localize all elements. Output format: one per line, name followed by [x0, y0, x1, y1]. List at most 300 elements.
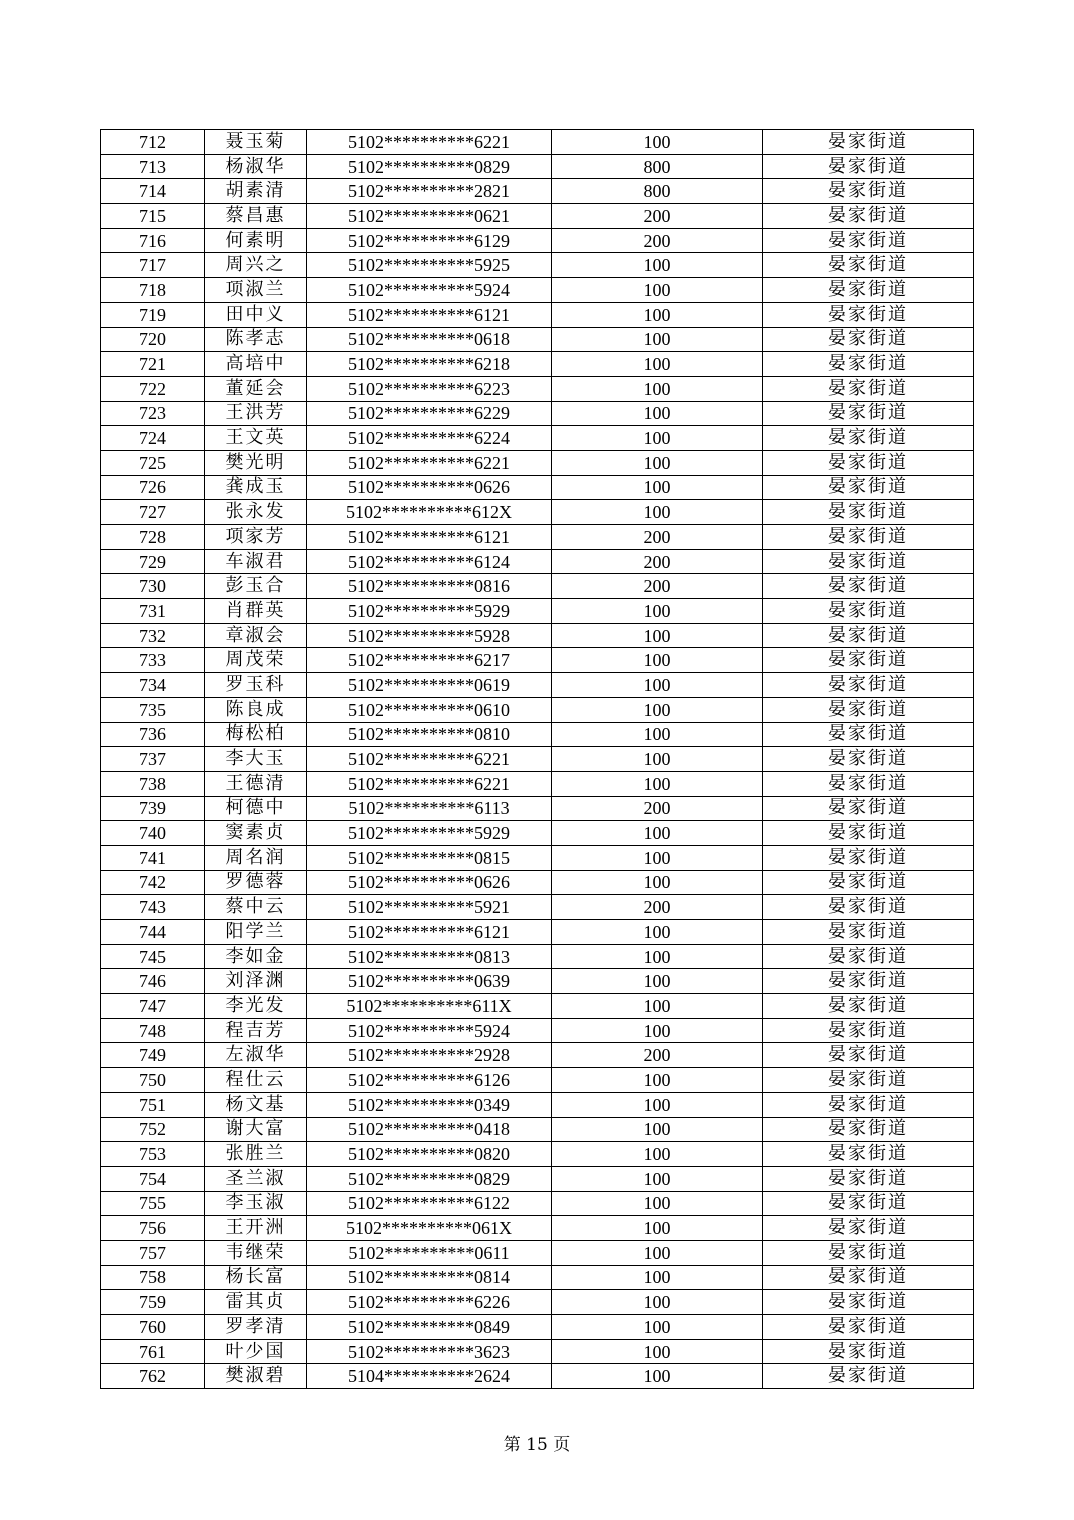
row-number-cell: 733 [101, 648, 205, 673]
amount-cell: 100 [552, 1339, 763, 1364]
id-number-cell: 5102**********6224 [307, 426, 552, 451]
amount-cell: 100 [552, 130, 763, 155]
street-cell: 晏家街道 [763, 920, 974, 945]
amount-cell: 100 [552, 1216, 763, 1241]
row-number-cell: 716 [101, 228, 205, 253]
id-number-cell: 5102**********2928 [307, 1043, 552, 1068]
name-cell: 周茂荣 [205, 648, 307, 673]
name-cell: 胡素清 [205, 179, 307, 204]
street-cell: 晏家街道 [763, 1290, 974, 1315]
name-cell: 周名润 [205, 845, 307, 870]
street-cell: 晏家街道 [763, 697, 974, 722]
table-row [101, 722, 974, 747]
row-number-cell: 729 [101, 549, 205, 574]
amount-cell: 100 [552, 1166, 763, 1191]
id-number-cell: 5102**********3623 [307, 1339, 552, 1364]
id-number-cell: 5102**********0418 [307, 1117, 552, 1142]
street-cell: 晏家街道 [763, 722, 974, 747]
id-number-cell: 5102**********0610 [307, 697, 552, 722]
table-row [101, 450, 974, 475]
amount-cell: 100 [552, 944, 763, 969]
id-number-cell: 5102**********0814 [307, 1265, 552, 1290]
amount-cell: 100 [552, 870, 763, 895]
amount-cell: 100 [552, 1265, 763, 1290]
table-row [101, 475, 974, 500]
name-cell: 阳学兰 [205, 920, 307, 945]
id-number-cell: 5104**********2624 [307, 1364, 552, 1389]
amount-cell: 200 [552, 228, 763, 253]
amount-cell: 100 [552, 1364, 763, 1389]
amount-cell: 100 [552, 327, 763, 352]
table-row [101, 994, 974, 1019]
street-cell: 晏家街道 [763, 278, 974, 303]
street-cell: 晏家街道 [763, 130, 974, 155]
name-cell: 程仕云 [205, 1068, 307, 1093]
id-number-cell: 5102**********5924 [307, 278, 552, 303]
amount-cell: 100 [552, 821, 763, 846]
table-row [101, 1240, 974, 1265]
street-cell: 晏家街道 [763, 1166, 974, 1191]
name-cell: 董延会 [205, 376, 307, 401]
name-cell: 聂玉菊 [205, 130, 307, 155]
table-row [101, 1166, 974, 1191]
street-cell: 晏家街道 [763, 1240, 974, 1265]
id-number-cell: 5102**********0816 [307, 574, 552, 599]
id-number-cell: 5102**********612X [307, 500, 552, 525]
id-number-cell: 5102**********6121 [307, 920, 552, 945]
street-cell: 晏家街道 [763, 771, 974, 796]
amount-cell: 100 [552, 1117, 763, 1142]
name-cell: 杨淑华 [205, 154, 307, 179]
name-cell: 彭玉合 [205, 574, 307, 599]
name-cell: 梅松柏 [205, 722, 307, 747]
name-cell: 李玉淑 [205, 1191, 307, 1216]
name-cell: 陈孝志 [205, 327, 307, 352]
amount-cell: 100 [552, 1142, 763, 1167]
street-cell: 晏家街道 [763, 327, 974, 352]
amount-cell: 100 [552, 623, 763, 648]
table-row [101, 1290, 974, 1315]
id-number-cell: 5102**********5929 [307, 599, 552, 624]
row-number-cell: 751 [101, 1092, 205, 1117]
id-number-cell: 5102**********0820 [307, 1142, 552, 1167]
table-row [101, 500, 974, 525]
table-row [101, 1068, 974, 1093]
id-number-cell: 5102**********0815 [307, 845, 552, 870]
table-row [101, 426, 974, 451]
name-cell: 章淑会 [205, 623, 307, 648]
id-number-cell: 5102**********6221 [307, 450, 552, 475]
row-number-cell: 762 [101, 1364, 205, 1389]
amount-cell: 100 [552, 450, 763, 475]
id-number-cell: 5102**********6226 [307, 1290, 552, 1315]
amount-cell: 200 [552, 574, 763, 599]
table-row [101, 969, 974, 994]
table-row [101, 747, 974, 772]
amount-cell: 200 [552, 796, 763, 821]
name-cell: 高培中 [205, 352, 307, 377]
row-number-cell: 743 [101, 895, 205, 920]
id-number-cell: 5102**********5925 [307, 253, 552, 278]
row-number-cell: 723 [101, 401, 205, 426]
table-row [101, 574, 974, 599]
street-cell: 晏家街道 [763, 1043, 974, 1068]
name-cell: 王开洲 [205, 1216, 307, 1241]
street-cell: 晏家街道 [763, 623, 974, 648]
table-row [101, 920, 974, 945]
street-cell: 晏家街道 [763, 944, 974, 969]
row-number-cell: 717 [101, 253, 205, 278]
name-cell: 车淑君 [205, 549, 307, 574]
amount-cell: 100 [552, 722, 763, 747]
name-cell: 肖群英 [205, 599, 307, 624]
amount-cell: 100 [552, 302, 763, 327]
row-number-cell: 758 [101, 1265, 205, 1290]
row-number-cell: 736 [101, 722, 205, 747]
amount-cell: 100 [552, 994, 763, 1019]
amount-cell: 800 [552, 179, 763, 204]
row-number-cell: 747 [101, 994, 205, 1019]
id-number-cell: 5102**********5929 [307, 821, 552, 846]
id-number-cell: 5102**********6221 [307, 747, 552, 772]
row-number-cell: 713 [101, 154, 205, 179]
row-number-cell: 754 [101, 1166, 205, 1191]
table-row [101, 376, 974, 401]
id-number-cell: 5102**********0618 [307, 327, 552, 352]
amount-cell: 100 [552, 1315, 763, 1340]
name-cell: 刘泽渊 [205, 969, 307, 994]
amount-cell: 100 [552, 697, 763, 722]
name-cell: 李光发 [205, 994, 307, 1019]
table-row [101, 204, 974, 229]
name-cell: 王洪芳 [205, 401, 307, 426]
id-number-cell: 5102**********6221 [307, 771, 552, 796]
table-row [101, 599, 974, 624]
id-number-cell: 5102**********5924 [307, 1018, 552, 1043]
name-cell: 圣兰淑 [205, 1166, 307, 1191]
name-cell: 蔡昌惠 [205, 204, 307, 229]
table-row [101, 179, 974, 204]
amount-cell: 100 [552, 1068, 763, 1093]
amount-cell: 100 [552, 352, 763, 377]
name-cell: 罗孝清 [205, 1315, 307, 1340]
name-cell: 龚成玉 [205, 475, 307, 500]
row-number-cell: 731 [101, 599, 205, 624]
id-number-cell: 5102**********6129 [307, 228, 552, 253]
name-cell: 张胜兰 [205, 1142, 307, 1167]
table-row [101, 845, 974, 870]
table-row [101, 253, 974, 278]
street-cell: 晏家街道 [763, 673, 974, 698]
table-row [101, 648, 974, 673]
street-cell: 晏家街道 [763, 1018, 974, 1043]
table-row [101, 401, 974, 426]
table-row [101, 1339, 974, 1364]
street-cell: 晏家街道 [763, 1068, 974, 1093]
table-row [101, 623, 974, 648]
name-cell: 杨长富 [205, 1265, 307, 1290]
row-number-cell: 712 [101, 130, 205, 155]
amount-cell: 100 [552, 673, 763, 698]
street-cell: 晏家街道 [763, 500, 974, 525]
row-number-cell: 761 [101, 1339, 205, 1364]
amount-cell: 100 [552, 648, 763, 673]
amount-cell: 100 [552, 253, 763, 278]
name-cell: 何素明 [205, 228, 307, 253]
name-cell: 樊光明 [205, 450, 307, 475]
row-number-cell: 744 [101, 920, 205, 945]
row-number-cell: 739 [101, 796, 205, 821]
amount-cell: 100 [552, 500, 763, 525]
id-number-cell: 5102**********6126 [307, 1068, 552, 1093]
street-cell: 晏家街道 [763, 549, 974, 574]
id-number-cell: 5102**********0611 [307, 1240, 552, 1265]
amount-cell: 800 [552, 154, 763, 179]
id-number-cell: 5102**********061X [307, 1216, 552, 1241]
amount-cell: 200 [552, 525, 763, 550]
table-row [101, 1142, 974, 1167]
name-cell: 雷其贞 [205, 1290, 307, 1315]
street-cell: 晏家街道 [763, 426, 974, 451]
row-number-cell: 735 [101, 697, 205, 722]
id-number-cell: 5102**********0349 [307, 1092, 552, 1117]
id-number-cell: 5102**********6121 [307, 525, 552, 550]
table-row [101, 1092, 974, 1117]
amount-cell: 200 [552, 1043, 763, 1068]
id-number-cell: 5102**********5928 [307, 623, 552, 648]
street-cell: 晏家街道 [763, 352, 974, 377]
street-cell: 晏家街道 [763, 1265, 974, 1290]
table-row [101, 130, 974, 155]
table-row [101, 154, 974, 179]
street-cell: 晏家街道 [763, 204, 974, 229]
street-cell: 晏家街道 [763, 253, 974, 278]
row-number-cell: 719 [101, 302, 205, 327]
table-row [101, 549, 974, 574]
row-number-cell: 737 [101, 747, 205, 772]
street-cell: 晏家街道 [763, 599, 974, 624]
row-number-cell: 742 [101, 870, 205, 895]
street-cell: 晏家街道 [763, 1216, 974, 1241]
id-number-cell: 5102**********6223 [307, 376, 552, 401]
row-number-cell: 755 [101, 1191, 205, 1216]
amount-cell: 200 [552, 204, 763, 229]
row-number-cell: 738 [101, 771, 205, 796]
row-number-cell: 746 [101, 969, 205, 994]
table-body [101, 130, 974, 1389]
street-cell: 晏家街道 [763, 1364, 974, 1389]
street-cell: 晏家街道 [763, 845, 974, 870]
table-row [101, 771, 974, 796]
id-number-cell: 5102**********0619 [307, 673, 552, 698]
name-cell: 项淑兰 [205, 278, 307, 303]
row-number-cell: 732 [101, 623, 205, 648]
id-number-cell: 5102**********6122 [307, 1191, 552, 1216]
street-cell: 晏家街道 [763, 821, 974, 846]
table-row [101, 327, 974, 352]
id-number-cell: 5102**********0849 [307, 1315, 552, 1340]
table-row [101, 1117, 974, 1142]
name-cell: 项家芳 [205, 525, 307, 550]
amount-cell: 100 [552, 475, 763, 500]
street-cell: 晏家街道 [763, 574, 974, 599]
street-cell: 晏家街道 [763, 1092, 974, 1117]
street-cell: 晏家街道 [763, 870, 974, 895]
row-number-cell: 724 [101, 426, 205, 451]
table-row [101, 870, 974, 895]
name-cell: 王德清 [205, 771, 307, 796]
row-number-cell: 718 [101, 278, 205, 303]
row-number-cell: 728 [101, 525, 205, 550]
row-number-cell: 721 [101, 352, 205, 377]
name-cell: 柯德中 [205, 796, 307, 821]
name-cell: 韦继荣 [205, 1240, 307, 1265]
amount-cell: 100 [552, 1240, 763, 1265]
row-number-cell: 759 [101, 1290, 205, 1315]
amount-cell: 100 [552, 426, 763, 451]
street-cell: 晏家街道 [763, 1142, 974, 1167]
id-number-cell: 5102**********2821 [307, 179, 552, 204]
row-number-cell: 726 [101, 475, 205, 500]
page-number: 第 15 页 [503, 1435, 571, 1455]
row-number-cell: 722 [101, 376, 205, 401]
row-number-cell: 734 [101, 673, 205, 698]
id-number-cell: 5102**********0829 [307, 154, 552, 179]
row-number-cell: 730 [101, 574, 205, 599]
street-cell: 晏家街道 [763, 1315, 974, 1340]
table-row [101, 895, 974, 920]
data-table [100, 129, 974, 1389]
amount-cell: 100 [552, 771, 763, 796]
row-number-cell: 752 [101, 1117, 205, 1142]
id-number-cell: 5102**********0621 [307, 204, 552, 229]
id-number-cell: 5102**********6229 [307, 401, 552, 426]
row-number-cell: 741 [101, 845, 205, 870]
street-cell: 晏家街道 [763, 179, 974, 204]
name-cell: 左淑华 [205, 1043, 307, 1068]
name-cell: 窦素贞 [205, 821, 307, 846]
name-cell: 罗德蓉 [205, 870, 307, 895]
name-cell: 周兴之 [205, 253, 307, 278]
street-cell: 晏家街道 [763, 895, 974, 920]
table-row [101, 302, 974, 327]
street-cell: 晏家街道 [763, 475, 974, 500]
name-cell: 樊淑碧 [205, 1364, 307, 1389]
table-row [101, 944, 974, 969]
amount-cell: 100 [552, 845, 763, 870]
id-number-cell: 5102**********5921 [307, 895, 552, 920]
row-number-cell: 756 [101, 1216, 205, 1241]
row-number-cell: 760 [101, 1315, 205, 1340]
street-cell: 晏家街道 [763, 994, 974, 1019]
amount-cell: 100 [552, 599, 763, 624]
row-number-cell: 749 [101, 1043, 205, 1068]
id-number-cell: 5102**********6217 [307, 648, 552, 673]
id-number-cell: 5102**********6218 [307, 352, 552, 377]
id-number-cell: 5102**********6124 [307, 549, 552, 574]
table-row [101, 1216, 974, 1241]
row-number-cell: 727 [101, 500, 205, 525]
name-cell: 陈良成 [205, 697, 307, 722]
amount-cell: 100 [552, 1191, 763, 1216]
street-cell: 晏家街道 [763, 154, 974, 179]
street-cell: 晏家街道 [763, 525, 974, 550]
name-cell: 蔡中云 [205, 895, 307, 920]
table-row [101, 1018, 974, 1043]
table-row [101, 697, 974, 722]
id-number-cell: 5102**********0810 [307, 722, 552, 747]
table-row [101, 1265, 974, 1290]
street-cell: 晏家街道 [763, 302, 974, 327]
id-number-cell: 5102**********0829 [307, 1166, 552, 1191]
id-number-cell: 5102**********6113 [307, 796, 552, 821]
row-number-cell: 740 [101, 821, 205, 846]
table-row [101, 1364, 974, 1389]
table-row [101, 525, 974, 550]
street-cell: 晏家街道 [763, 1339, 974, 1364]
id-number-cell: 5102**********0626 [307, 475, 552, 500]
table-row [101, 1043, 974, 1068]
amount-cell: 100 [552, 969, 763, 994]
amount-cell: 100 [552, 278, 763, 303]
id-number-cell: 5102**********0626 [307, 870, 552, 895]
street-cell: 晏家街道 [763, 648, 974, 673]
row-number-cell: 720 [101, 327, 205, 352]
street-cell: 晏家街道 [763, 1191, 974, 1216]
table-row [101, 796, 974, 821]
street-cell: 晏家街道 [763, 376, 974, 401]
name-cell: 罗玉科 [205, 673, 307, 698]
name-cell: 谢大富 [205, 1117, 307, 1142]
amount-cell: 200 [552, 549, 763, 574]
row-number-cell: 715 [101, 204, 205, 229]
id-number-cell: 5102**********0639 [307, 969, 552, 994]
table-row [101, 228, 974, 253]
amount-cell: 100 [552, 747, 763, 772]
street-cell: 晏家街道 [763, 450, 974, 475]
table-row [101, 352, 974, 377]
id-number-cell: 5102**********0813 [307, 944, 552, 969]
row-number-cell: 753 [101, 1142, 205, 1167]
row-number-cell: 750 [101, 1068, 205, 1093]
name-cell: 王文英 [205, 426, 307, 451]
street-cell: 晏家街道 [763, 228, 974, 253]
table-row [101, 278, 974, 303]
name-cell: 张永发 [205, 500, 307, 525]
id-number-cell: 5102**********611X [307, 994, 552, 1019]
street-cell: 晏家街道 [763, 401, 974, 426]
street-cell: 晏家街道 [763, 969, 974, 994]
id-number-cell: 5102**********6221 [307, 130, 552, 155]
amount-cell: 100 [552, 401, 763, 426]
amount-cell: 100 [552, 1092, 763, 1117]
amount-cell: 100 [552, 376, 763, 401]
table-row [101, 821, 974, 846]
street-cell: 晏家街道 [763, 1117, 974, 1142]
name-cell: 李大玉 [205, 747, 307, 772]
amount-cell: 100 [552, 1018, 763, 1043]
name-cell: 李如金 [205, 944, 307, 969]
street-cell: 晏家街道 [763, 796, 974, 821]
row-number-cell: 725 [101, 450, 205, 475]
amount-cell: 100 [552, 1290, 763, 1315]
id-number-cell: 5102**********6121 [307, 302, 552, 327]
row-number-cell: 714 [101, 179, 205, 204]
row-number-cell: 745 [101, 944, 205, 969]
name-cell: 杨文基 [205, 1092, 307, 1117]
name-cell: 叶少国 [205, 1339, 307, 1364]
table-row [101, 1191, 974, 1216]
